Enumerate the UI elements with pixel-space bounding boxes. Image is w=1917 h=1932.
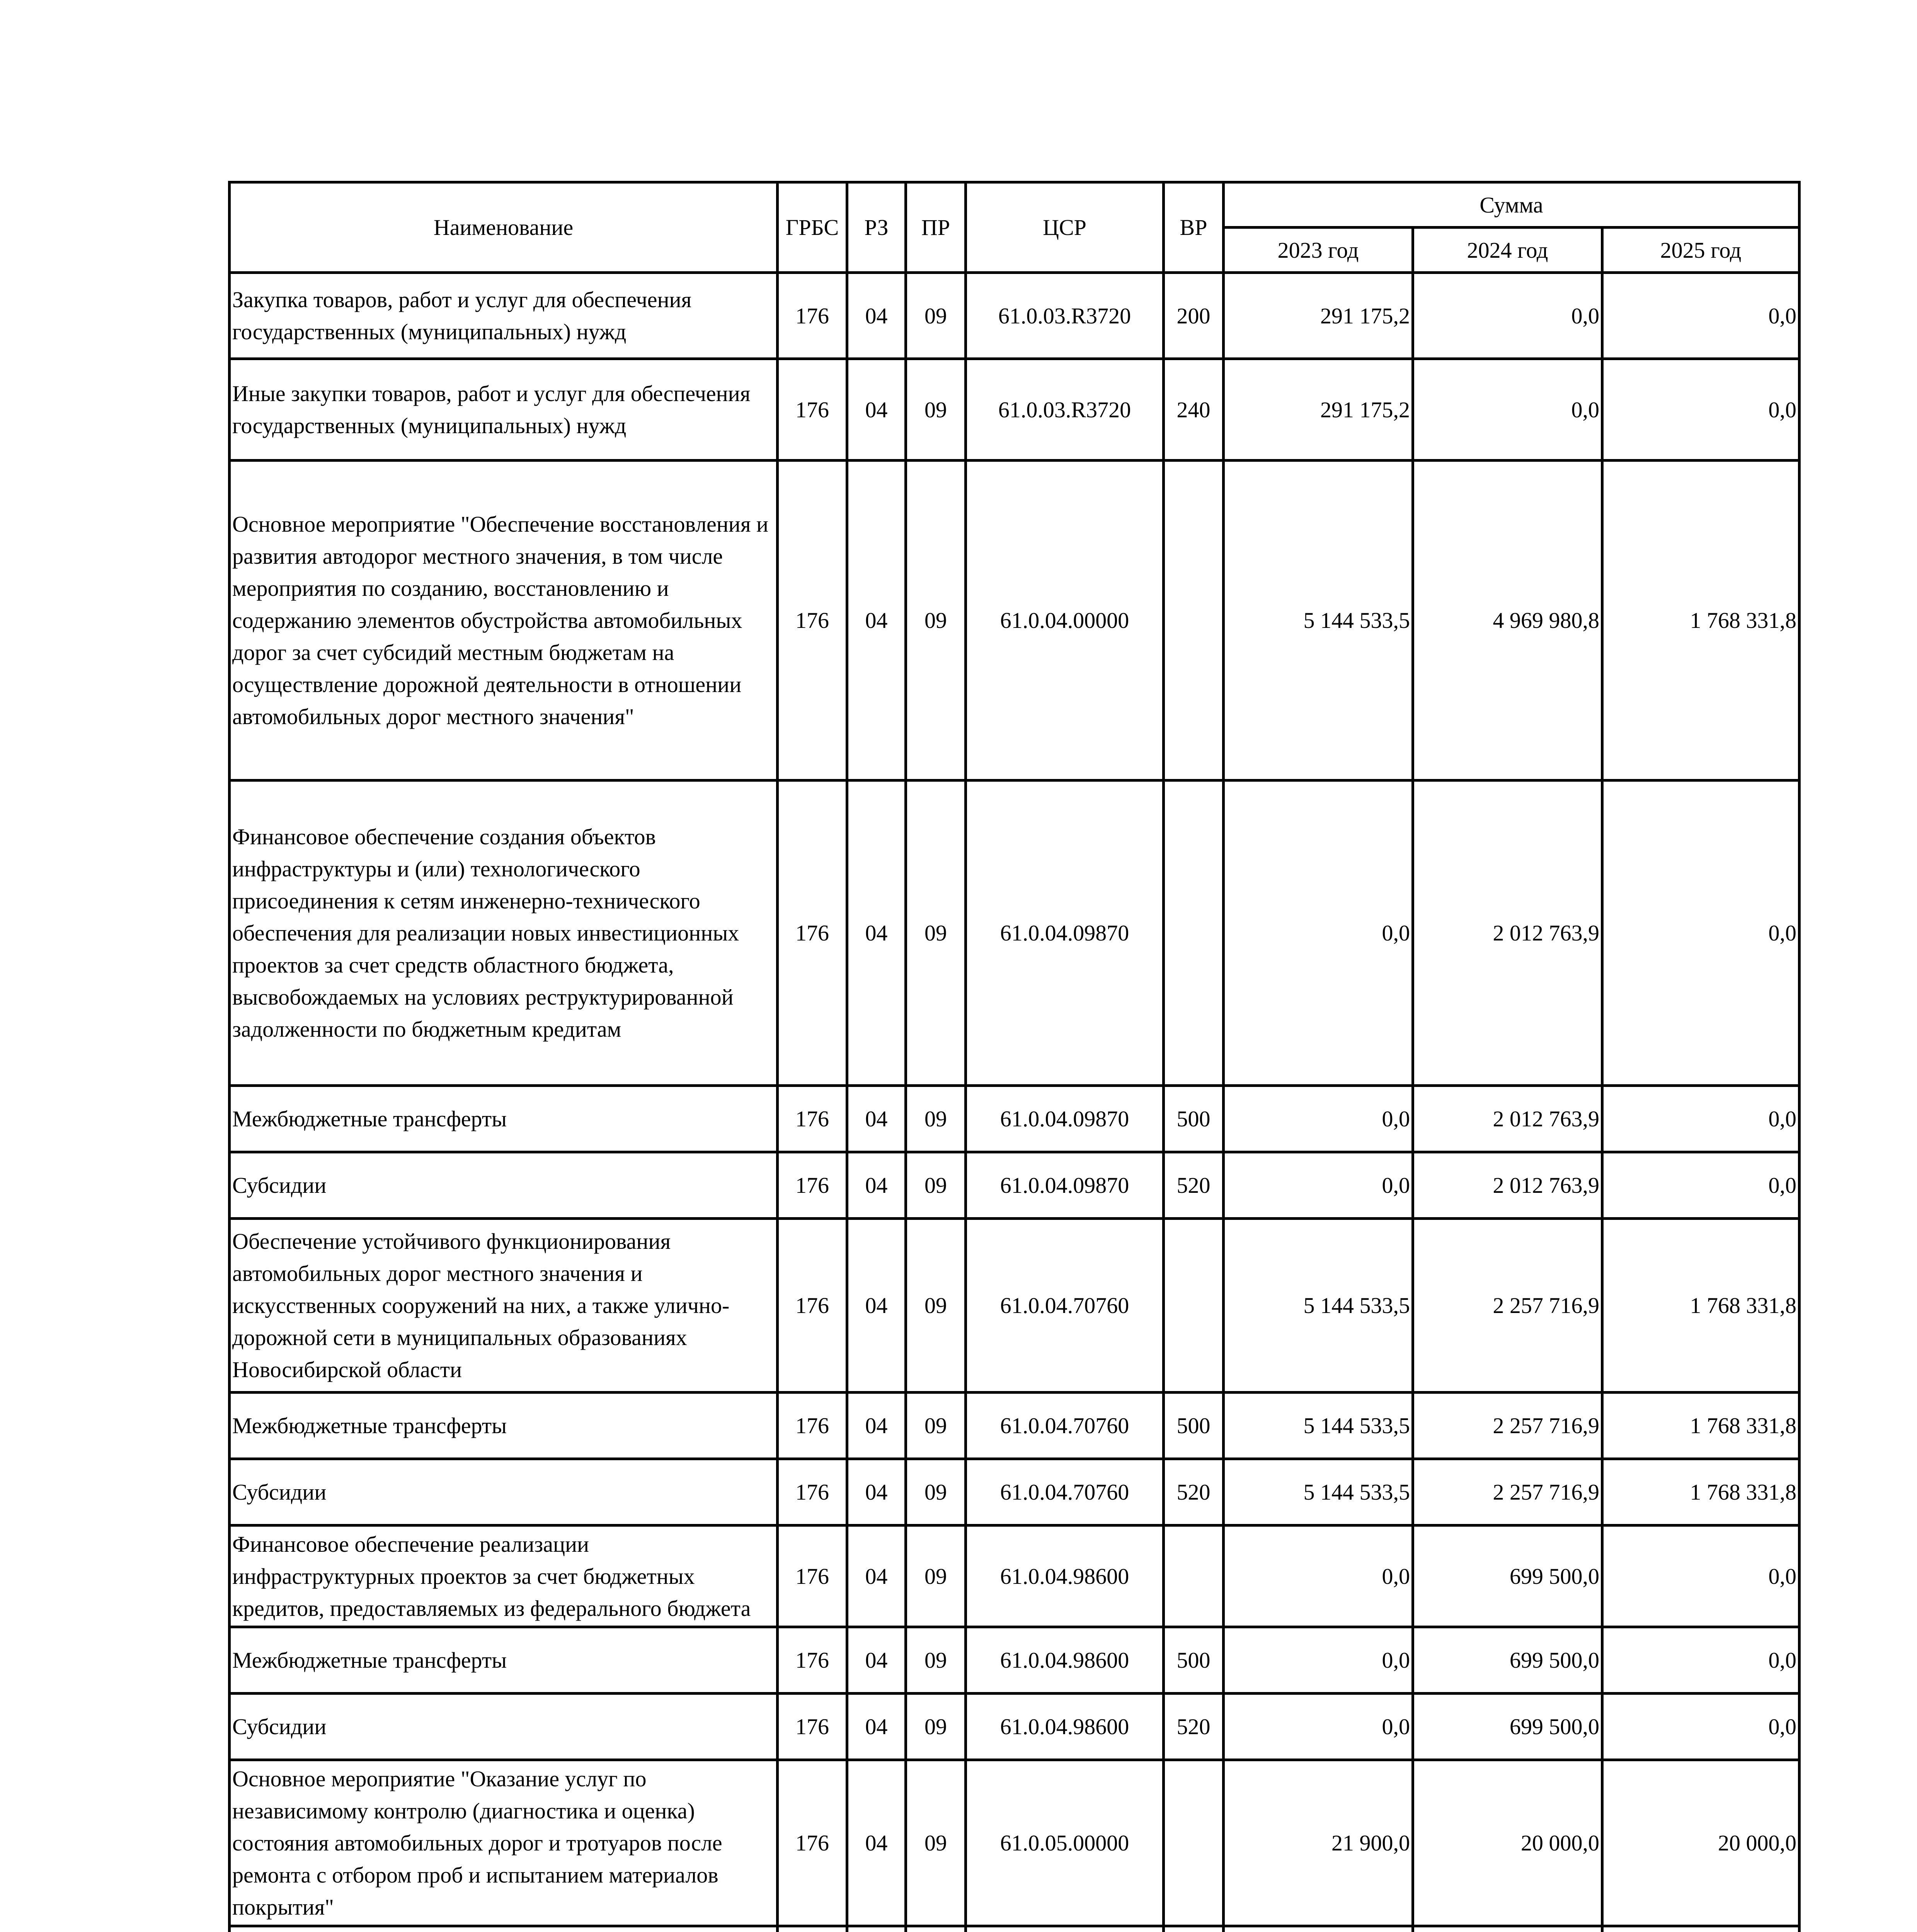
row-csr: 61.0.03.R3720 — [966, 273, 1164, 359]
row-rz — [847, 1926, 906, 1932]
row-vr: 500 — [1164, 1086, 1224, 1152]
row-vr — [1164, 1926, 1224, 1932]
row-name: Основное мероприятие "Обеспечение восстановления и развития автодорог местного значения, в том числе мероприятия по созданию, восстановлению и содержанию элементов обустройства автомобильных дорог за счет субсидий местным бюджетам на осуществление дорожной деятельности в отношении автомобильных дорог местного значения" — [230, 461, 778, 781]
row-amount-2024: 2 012 763,9 — [1413, 1152, 1602, 1219]
row-csr: 61.0.03.R3720 — [966, 359, 1164, 461]
row-amount-2025: 20 000,0 — [1602, 1760, 1800, 1926]
row-rz: 04 — [847, 1459, 906, 1526]
row-amount-2024: 0,0 — [1413, 359, 1602, 461]
row-amount-2025: 0,0 — [1602, 781, 1800, 1086]
row-grbs: 176 — [778, 1694, 847, 1760]
header-grbs: ГРБС — [778, 182, 847, 273]
header-sum: Сумма — [1224, 182, 1800, 228]
row-amount-2025: 0,0 — [1602, 1627, 1800, 1694]
row-name: Субсидии — [230, 1459, 778, 1526]
row-amount-2024: 2 257 716,9 — [1413, 1459, 1602, 1526]
row-name: Межбюджетные трансферты — [230, 1086, 778, 1152]
row-csr: 61.0.04.09870 — [966, 781, 1164, 1086]
row-amount-2025: 0,0 — [1602, 1526, 1800, 1627]
row-name: Субсидии — [230, 1694, 778, 1760]
header-row-top — [230, 182, 1800, 228]
table-row — [230, 1926, 1800, 1932]
row-amount-2024: 2 012 763,9 — [1413, 781, 1602, 1086]
row-amount-2024: 699 500,0 — [1413, 1627, 1602, 1694]
row-name: Основное мероприятие "Оказание услуг по независимому контролю (диагностика и оценка) состояния автомобильных дорог и тротуаров после ремонта с отбором проб и испытанием материалов покрытия" — [230, 1760, 778, 1926]
row-amount-2023: 5 144 533,5 — [1224, 1393, 1413, 1459]
row-rz: 04 — [847, 1152, 906, 1219]
row-csr: 61.0.04.70760 — [966, 1219, 1164, 1393]
table-row — [230, 1219, 1800, 1393]
table-row — [230, 359, 1800, 461]
row-vr: 200 — [1164, 273, 1224, 359]
row-amount-2023: 0,0 — [1224, 1627, 1413, 1694]
row-vr — [1164, 1760, 1224, 1926]
row-pr: 09 — [906, 359, 966, 461]
row-pr: 09 — [906, 1393, 966, 1459]
row-grbs: 176 — [778, 273, 847, 359]
row-amount-2024 — [1413, 1926, 1602, 1932]
row-csr — [966, 1926, 1164, 1932]
row-csr: 61.0.04.70760 — [966, 1393, 1164, 1459]
row-amount-2024: 2 257 716,9 — [1413, 1219, 1602, 1393]
table-row — [230, 1393, 1800, 1459]
budget-table — [228, 181, 1801, 1932]
row-grbs: 176 — [778, 1393, 847, 1459]
row-csr: 61.0.05.00000 — [966, 1760, 1164, 1926]
row-amount-2024: 2 012 763,9 — [1413, 1086, 1602, 1152]
row-rz: 04 — [847, 1760, 906, 1926]
row-amount-2025: 1 768 331,8 — [1602, 1219, 1800, 1393]
row-amount-2023: 291 175,2 — [1224, 273, 1413, 359]
row-amount-2023: 291 175,2 — [1224, 359, 1413, 461]
row-csr: 61.0.04.98600 — [966, 1627, 1164, 1694]
row-grbs — [778, 1926, 847, 1932]
header-year-2025: 2025 год — [1602, 228, 1800, 273]
row-amount-2023: 5 144 533,5 — [1224, 1219, 1413, 1393]
row-grbs: 176 — [778, 1526, 847, 1627]
table-row — [230, 1459, 1800, 1526]
row-vr — [1164, 1526, 1224, 1627]
row-amount-2025: 0,0 — [1602, 359, 1800, 461]
row-amount-2023: 21 900,0 — [1224, 1760, 1413, 1926]
row-grbs: 176 — [778, 359, 847, 461]
row-amount-2023: 0,0 — [1224, 1694, 1413, 1760]
row-name: Межбюджетные трансферты — [230, 1627, 778, 1694]
row-amount-2025: 0,0 — [1602, 1152, 1800, 1219]
row-amount-2023: 0,0 — [1224, 1526, 1413, 1627]
table-header — [230, 182, 1800, 273]
table-row — [230, 1694, 1800, 1760]
row-rz: 04 — [847, 359, 906, 461]
row-amount-2024: 20 000,0 — [1413, 1760, 1602, 1926]
row-amount-2023: 0,0 — [1224, 1152, 1413, 1219]
row-name: Закупка товаров, работ и услуг для обеспечения государственных (муниципальных) нужд — [230, 273, 778, 359]
row-amount-2023: 0,0 — [1224, 781, 1413, 1086]
row-pr: 09 — [906, 1760, 966, 1926]
row-rz: 04 — [847, 1627, 906, 1694]
row-amount-2023 — [1224, 1926, 1413, 1932]
table-row — [230, 781, 1800, 1086]
row-rz: 04 — [847, 1694, 906, 1760]
row-vr — [1164, 461, 1224, 781]
row-grbs: 176 — [778, 781, 847, 1086]
row-amount-2024: 699 500,0 — [1413, 1694, 1602, 1760]
row-vr: 520 — [1164, 1152, 1224, 1219]
row-grbs: 176 — [778, 1086, 847, 1152]
row-vr: 240 — [1164, 359, 1224, 461]
row-amount-2023: 5 144 533,5 — [1224, 461, 1413, 781]
row-grbs: 176 — [778, 1760, 847, 1926]
row-amount-2023: 0,0 — [1224, 1086, 1413, 1152]
row-grbs: 176 — [778, 1152, 847, 1219]
row-pr: 09 — [906, 1459, 966, 1526]
header-name: Наименование — [230, 182, 778, 273]
row-name: Обеспечение устойчивого функционирования автомобильных дорог местного значения и искусственных сооружений на них, а также улично-дорожной сети в муниципальных образованиях Новосибирской области — [230, 1219, 778, 1393]
row-vr: 500 — [1164, 1627, 1224, 1694]
header-vr: ВР — [1164, 182, 1224, 273]
row-pr: 09 — [906, 781, 966, 1086]
table-row — [230, 1526, 1800, 1627]
row-name: Межбюджетные трансферты — [230, 1393, 778, 1459]
row-csr: 61.0.04.09870 — [966, 1086, 1164, 1152]
row-grbs: 176 — [778, 461, 847, 781]
table-row — [230, 273, 1800, 359]
row-amount-2025: 0,0 — [1602, 1694, 1800, 1760]
row-csr: 61.0.04.09870 — [966, 1152, 1164, 1219]
row-vr: 520 — [1164, 1459, 1224, 1526]
row-pr: 09 — [906, 273, 966, 359]
row-rz: 04 — [847, 273, 906, 359]
row-amount-2024: 0,0 — [1413, 273, 1602, 359]
row-pr: 09 — [906, 1219, 966, 1393]
row-name: Иные закупки товаров, работ и услуг для обеспечения государственных (муниципальных) нужд — [230, 359, 778, 461]
row-pr: 09 — [906, 1526, 966, 1627]
row-vr — [1164, 1219, 1224, 1393]
table-row — [230, 461, 1800, 781]
row-pr: 09 — [906, 461, 966, 781]
row-amount-2023: 5 144 533,5 — [1224, 1459, 1413, 1526]
row-rz: 04 — [847, 781, 906, 1086]
row-amount-2025 — [1602, 1926, 1800, 1932]
row-amount-2025: 1 768 331,8 — [1602, 1393, 1800, 1459]
row-pr — [906, 1926, 966, 1932]
row-pr: 09 — [906, 1627, 966, 1694]
row-amount-2025: 1 768 331,8 — [1602, 1459, 1800, 1526]
row-amount-2024: 699 500,0 — [1413, 1526, 1602, 1627]
row-name: Субсидии — [230, 1152, 778, 1219]
row-csr: 61.0.04.98600 — [966, 1526, 1164, 1627]
header-year-2023: 2023 год — [1224, 228, 1413, 273]
row-vr: 520 — [1164, 1694, 1224, 1760]
table-row — [230, 1152, 1800, 1219]
row-grbs: 176 — [778, 1459, 847, 1526]
table-row — [230, 1627, 1800, 1694]
row-grbs: 176 — [778, 1219, 847, 1393]
table-body — [230, 273, 1800, 1932]
row-rz: 04 — [847, 1219, 906, 1393]
row-rz: 04 — [847, 461, 906, 781]
row-name: Финансовое обеспечение реализации инфраструктурных проектов за счет бюджетных кредитов, предоставляемых из федерального бюджета — [230, 1526, 778, 1627]
row-grbs: 176 — [778, 1627, 847, 1694]
header-rz: РЗ — [847, 182, 906, 273]
row-amount-2025: 0,0 — [1602, 1086, 1800, 1152]
header-year-2024: 2024 год — [1413, 228, 1602, 273]
row-vr — [1164, 781, 1224, 1086]
row-pr: 09 — [906, 1086, 966, 1152]
row-amount-2025: 1 768 331,8 — [1602, 461, 1800, 781]
row-csr: 61.0.04.70760 — [966, 1459, 1164, 1526]
table-row — [230, 1086, 1800, 1152]
row-amount-2025: 0,0 — [1602, 273, 1800, 359]
row-amount-2024: 2 257 716,9 — [1413, 1393, 1602, 1459]
row-csr: 61.0.04.98600 — [966, 1694, 1164, 1760]
row-vr: 500 — [1164, 1393, 1224, 1459]
row-pr: 09 — [906, 1694, 966, 1760]
row-csr: 61.0.04.00000 — [966, 461, 1164, 781]
row-amount-2024: 4 969 980,8 — [1413, 461, 1602, 781]
header-csr: ЦСР — [966, 182, 1164, 273]
row-rz: 04 — [847, 1526, 906, 1627]
header-pr: ПР — [906, 182, 966, 273]
row-name — [230, 1926, 778, 1932]
row-pr: 09 — [906, 1152, 966, 1219]
row-rz: 04 — [847, 1393, 906, 1459]
row-name: Финансовое обеспечение создания объектов инфраструктуры и (или) технологического присоединения к сетям инженерно-технического обеспечения для реализации новых инвестиционных проектов за счет средств областного бюджета, высвобождаемых на условиях реструктурированной задолженности по бюджетным кредитам — [230, 781, 778, 1086]
table-row — [230, 1760, 1800, 1926]
row-rz: 04 — [847, 1086, 906, 1152]
